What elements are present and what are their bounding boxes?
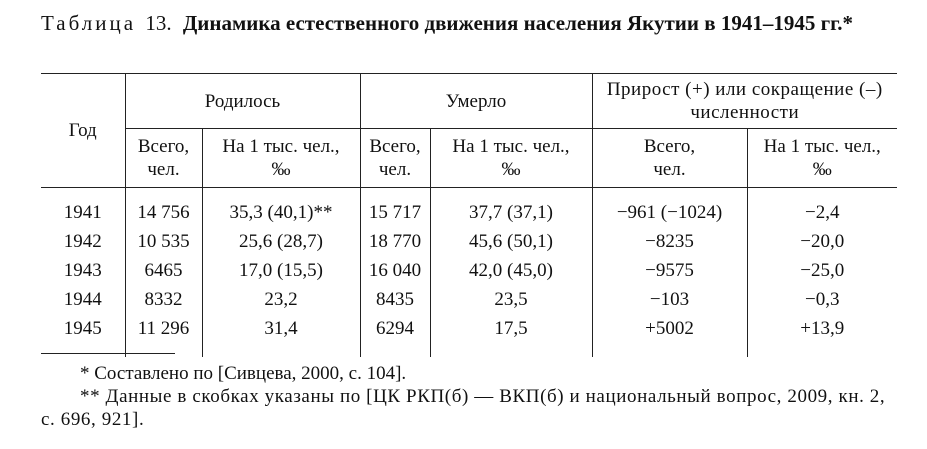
header-growth: Прирост (+) или сокращение (–) численности <box>592 74 897 129</box>
cell-born-total: 11 296 <box>125 314 202 357</box>
cell-year: 1943 <box>63 260 102 281</box>
header-born-total: Всего, чел. <box>125 129 202 188</box>
header-died-rate: На 1 тыс. чел., ‰ <box>430 129 592 188</box>
cell-growth-rate: −20,0 <box>747 227 897 256</box>
table-caption <box>41 10 901 37</box>
cell-growth-rate: −2,4 <box>747 188 897 228</box>
header-row-groups <box>41 74 897 129</box>
header-year: Год <box>41 74 125 188</box>
cell-died-total: 15 717 <box>360 188 430 228</box>
header-growth-rate: На 1 тыс. чел., ‰ <box>747 129 897 188</box>
cell-died-total: 16 040 <box>360 256 430 285</box>
cell-year: 1944 <box>63 289 102 310</box>
cell-born-total: 8332 <box>125 285 202 314</box>
cell-born-rate: 25,6 (28,7) <box>202 227 360 256</box>
cell-died-rate: 17,5 <box>430 314 592 357</box>
cell-born-total: 6465 <box>125 256 202 285</box>
caption-label: Таблица <box>41 11 137 35</box>
cell-year: 1941 <box>63 202 102 223</box>
cell-born-rate: 31,4 <box>202 314 360 357</box>
cell-born-rate: 23,2 <box>202 285 360 314</box>
header-row-sub <box>41 129 897 188</box>
cell-died-rate: 23,5 <box>430 285 592 314</box>
cell-died-total: 6294 <box>360 314 430 357</box>
caption-heading: Динамика естественного движения населения Якутии в 1941–1945 гг.* <box>182 11 854 35</box>
cell-born-rate: 17,0 (15,5) <box>202 256 360 285</box>
cell-growth-rate: −25,0 <box>747 256 897 285</box>
cell-growth-rate: −0,3 <box>747 285 897 314</box>
header-died-total: Всего, чел. <box>360 129 430 188</box>
cell-growth-total: +5002 <box>592 314 747 357</box>
caption-number: 13. <box>145 11 172 35</box>
table-row <box>41 285 897 314</box>
header-growth-total: Всего, чел. <box>592 129 747 188</box>
cell-died-rate: 45,6 (50,1) <box>430 227 592 256</box>
footnote-2: ** Данные в скобках указаны по [ЦК РКП(б) — ВКП(б) и национальный вопрос, 2009, кн. 2, с. 696, 921]. <box>41 386 886 430</box>
header-born-rate: На 1 тыс. чел., ‰ <box>202 129 360 188</box>
cell-growth-total: −8235 <box>592 227 747 256</box>
population-table <box>41 73 897 357</box>
cell-died-total: 8435 <box>360 285 430 314</box>
cell-growth-total: −103 <box>592 285 747 314</box>
cell-born-total: 10 535 <box>125 227 202 256</box>
cell-growth-total: −961 (−1024) <box>592 188 747 228</box>
cell-growth-total: −9575 <box>592 256 747 285</box>
cell-died-total: 18 770 <box>360 227 430 256</box>
cell-growth-rate: +13,9 <box>747 314 897 357</box>
footnotes <box>41 362 901 431</box>
cell-died-rate: 42,0 (45,0) <box>430 256 592 285</box>
footnote-1: * Составлено по [Сивцева, 2000, с. 104]. <box>80 363 407 384</box>
cell-year: 1945 <box>63 318 102 339</box>
header-born: Родилось <box>125 74 360 129</box>
cell-born-rate: 35,3 (40,1)** <box>202 188 360 228</box>
footnote-divider <box>41 353 175 354</box>
table-row <box>41 256 897 285</box>
header-died: Умерло <box>360 74 592 129</box>
table-row <box>41 314 897 357</box>
cell-died-rate: 37,7 (37,1) <box>430 188 592 228</box>
table-row <box>41 227 897 256</box>
table-row <box>41 188 897 228</box>
cell-year: 1942 <box>63 231 102 252</box>
cell-born-total: 14 756 <box>125 188 202 228</box>
